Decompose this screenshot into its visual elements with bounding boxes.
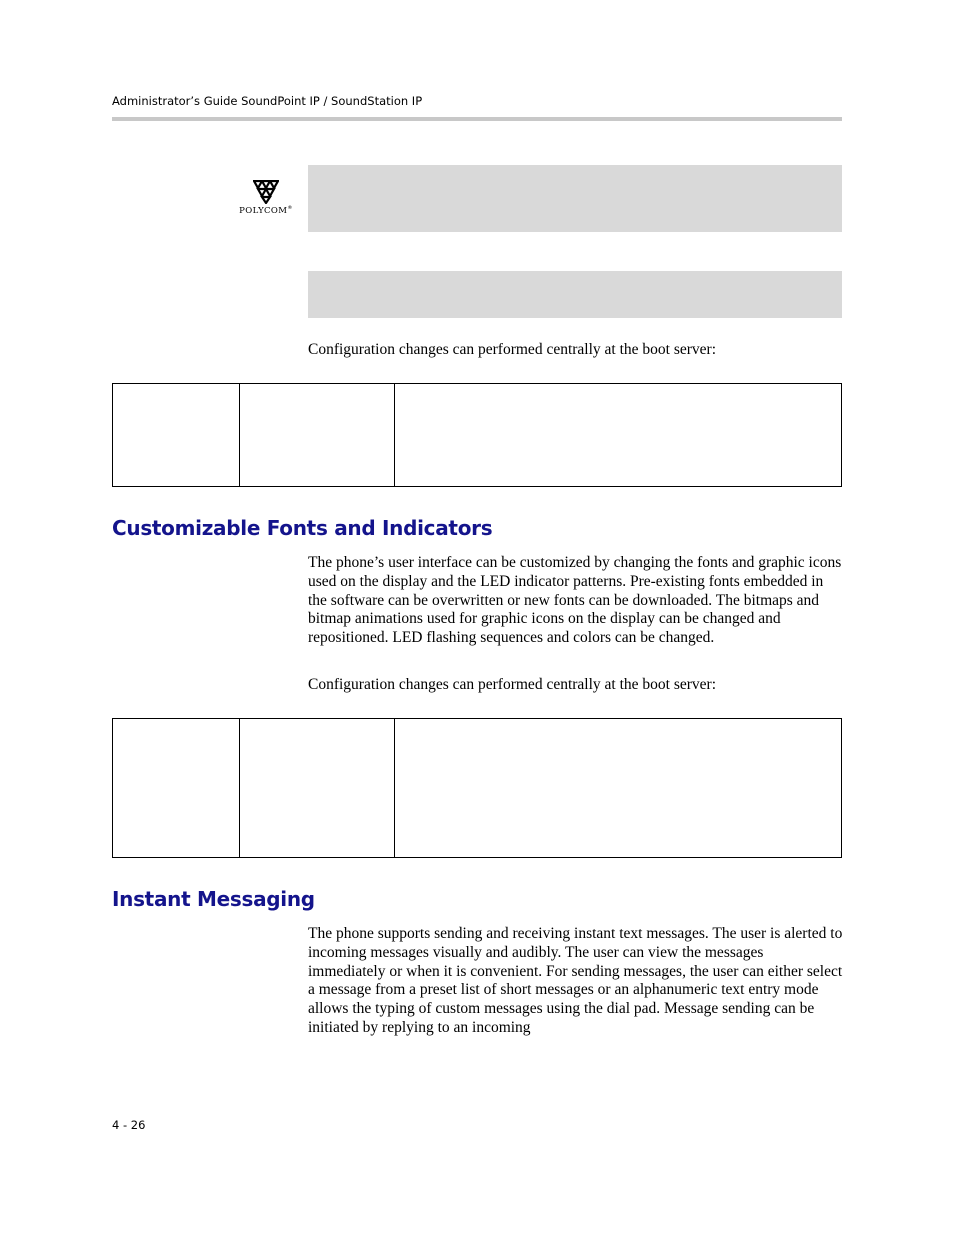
fonts-paragraph: The phone’s user interface can be customized by changing the fonts and graphic icons used on the display and the LED indicator patterns. Pre-existing fonts embedded in the software can be overwritten or new fonts can be downloaded. The bitmaps and bitmap animations used for graphic icons on the display can be changed and repositioned. LED flashing sequences and colors can be changed.: [308, 554, 842, 647]
shaded-note-box-2: [308, 271, 842, 318]
page-number: 4 - 26: [112, 1118, 146, 1132]
shaded-note-box: [308, 165, 842, 232]
polycom-logo: [236, 180, 296, 220]
table-divider: [394, 719, 395, 857]
header-rule: [112, 117, 842, 121]
polycom-logo-icon: [253, 180, 279, 204]
running-header: Administrator’s Guide SoundPoint IP / SoundStation IP: [112, 94, 423, 108]
config-intro-text: Configuration changes can performed centrally at the boot server:: [308, 341, 717, 358]
section-heading-messaging: Instant Messaging: [112, 887, 315, 911]
table-divider: [239, 384, 240, 486]
config-table-2: [112, 718, 842, 858]
logo-text: POLYCOM: [239, 205, 288, 216]
fonts-config-text: Configuration changes can performed centrally at the boot server:: [308, 676, 717, 693]
table-divider: [239, 719, 240, 857]
section-heading-fonts: Customizable Fonts and Indicators: [112, 516, 493, 540]
trademark-symbol: ®: [287, 205, 293, 211]
table-divider: [394, 384, 395, 486]
messaging-paragraph: The phone supports sending and receiving instant text messages. The user is alerted to incoming messages visually and audibly. The user can view the messages immediately or when it is convenient. For sending messages, the user can either select a message from a preset list of short messages or an alphanumeric text entry mode allows the typing of custom messages using the dial pad. Message sending can be initiated by replying to an incoming: [308, 925, 843, 1036]
config-table-1: [112, 383, 842, 487]
